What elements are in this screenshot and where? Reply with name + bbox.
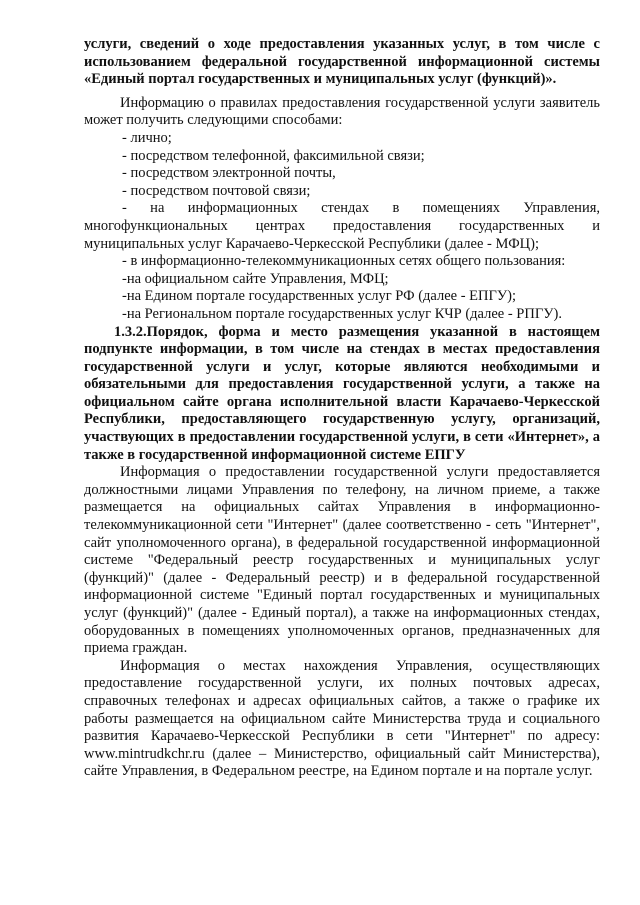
method-item: - посредством электронной почты,: [122, 165, 336, 182]
section-heading: 1.3.2.Порядок, форма и место размещения указанной в настоящем подпункте информации, в том числе на стендах в местах предоставления государственной услуги и услуг, которые являются необходимыми и обязательными для предоставления государственной услуги, а также на официальном сайте органа исполнительной власти Карачаево-Черкесской Республики, предоставляющего государственную услугу, организаций, участвующих в предоставлении государственной услуги, в сети «Интернет», а также в государственной информационной системе ЕПГУ: [84, 323, 600, 463]
body-paragraph: Информация о местах нахождения Управления, осуществляющих предоставление государственной услуги, их полных почтовых адресах, справочных телефонах и адресах официальных сайтов, а также о графике их работы размещается на официальном сайте Министерства труда и социального развития Карачаево-Черкесской Республики в сети "Интернет" по адресу: www.mintrudkchr.ru (далее – Министерство, официальный сайт Министерства), сайте Управления, в Федеральном реестре, на Едином портале и на портале услуг.: [84, 657, 600, 780]
intro-paragraph: услуги, сведений о ходе предоставления указанных услуг, в том числе с использованием федеральной государственной информационной системы «Единый портал государственных и муниципальных услуг (функций)».: [84, 36, 600, 88]
method-item: -на Региональном портале государственных услуг КЧР (далее - РПГУ).: [122, 305, 562, 322]
method-item: - лично;: [122, 129, 172, 146]
method-item: - посредством телефонной, факсимильной связи;: [122, 147, 425, 164]
method-item: - в информационно-телекоммуникационных сетях общего пользования:: [122, 253, 566, 270]
info-lead-paragraph: Информацию о правилах предоставления государственной услуги заявитель может получить следующими способами:: [84, 94, 600, 129]
document-page: [84, 36, 600, 781]
method-item: - на информационных стендах в помещениях Управления, многофункциональных центрах предоставления государственных и муниципальных услуг Карачаево-Черкесской Республики (далее - МФЦ);: [84, 200, 600, 252]
method-item: -на Едином портале государственных услуг РФ (далее - ЕПГУ);: [122, 288, 516, 305]
method-item: -на официальном сайте Управления, МФЦ;: [122, 270, 389, 287]
method-item: - посредством почтовой связи;: [122, 182, 311, 199]
body-paragraph: Информация о предоставлении государственной услуги предоставляется должностными лицами Управления по телефону, на личном приеме, а также размещается на официальных сайтах Управления в информационно-телекоммуникационной сети "Интернет" (далее соответственно - сеть "Интернет", сайт уполномоченного органа), в федеральной государственной информационной системе "Федеральный реестр государственных и муниципальных услуг (функций)" (далее - Федеральный реестр) и в федеральной государственной информационной системе "Единый портал государственных и муниципальных услуг (функций)" (далее - Единый портал), а также на информационных стендах, оборудованных в помещениях уполномоченных органов, предназначенных для приема граждан.: [84, 464, 600, 657]
